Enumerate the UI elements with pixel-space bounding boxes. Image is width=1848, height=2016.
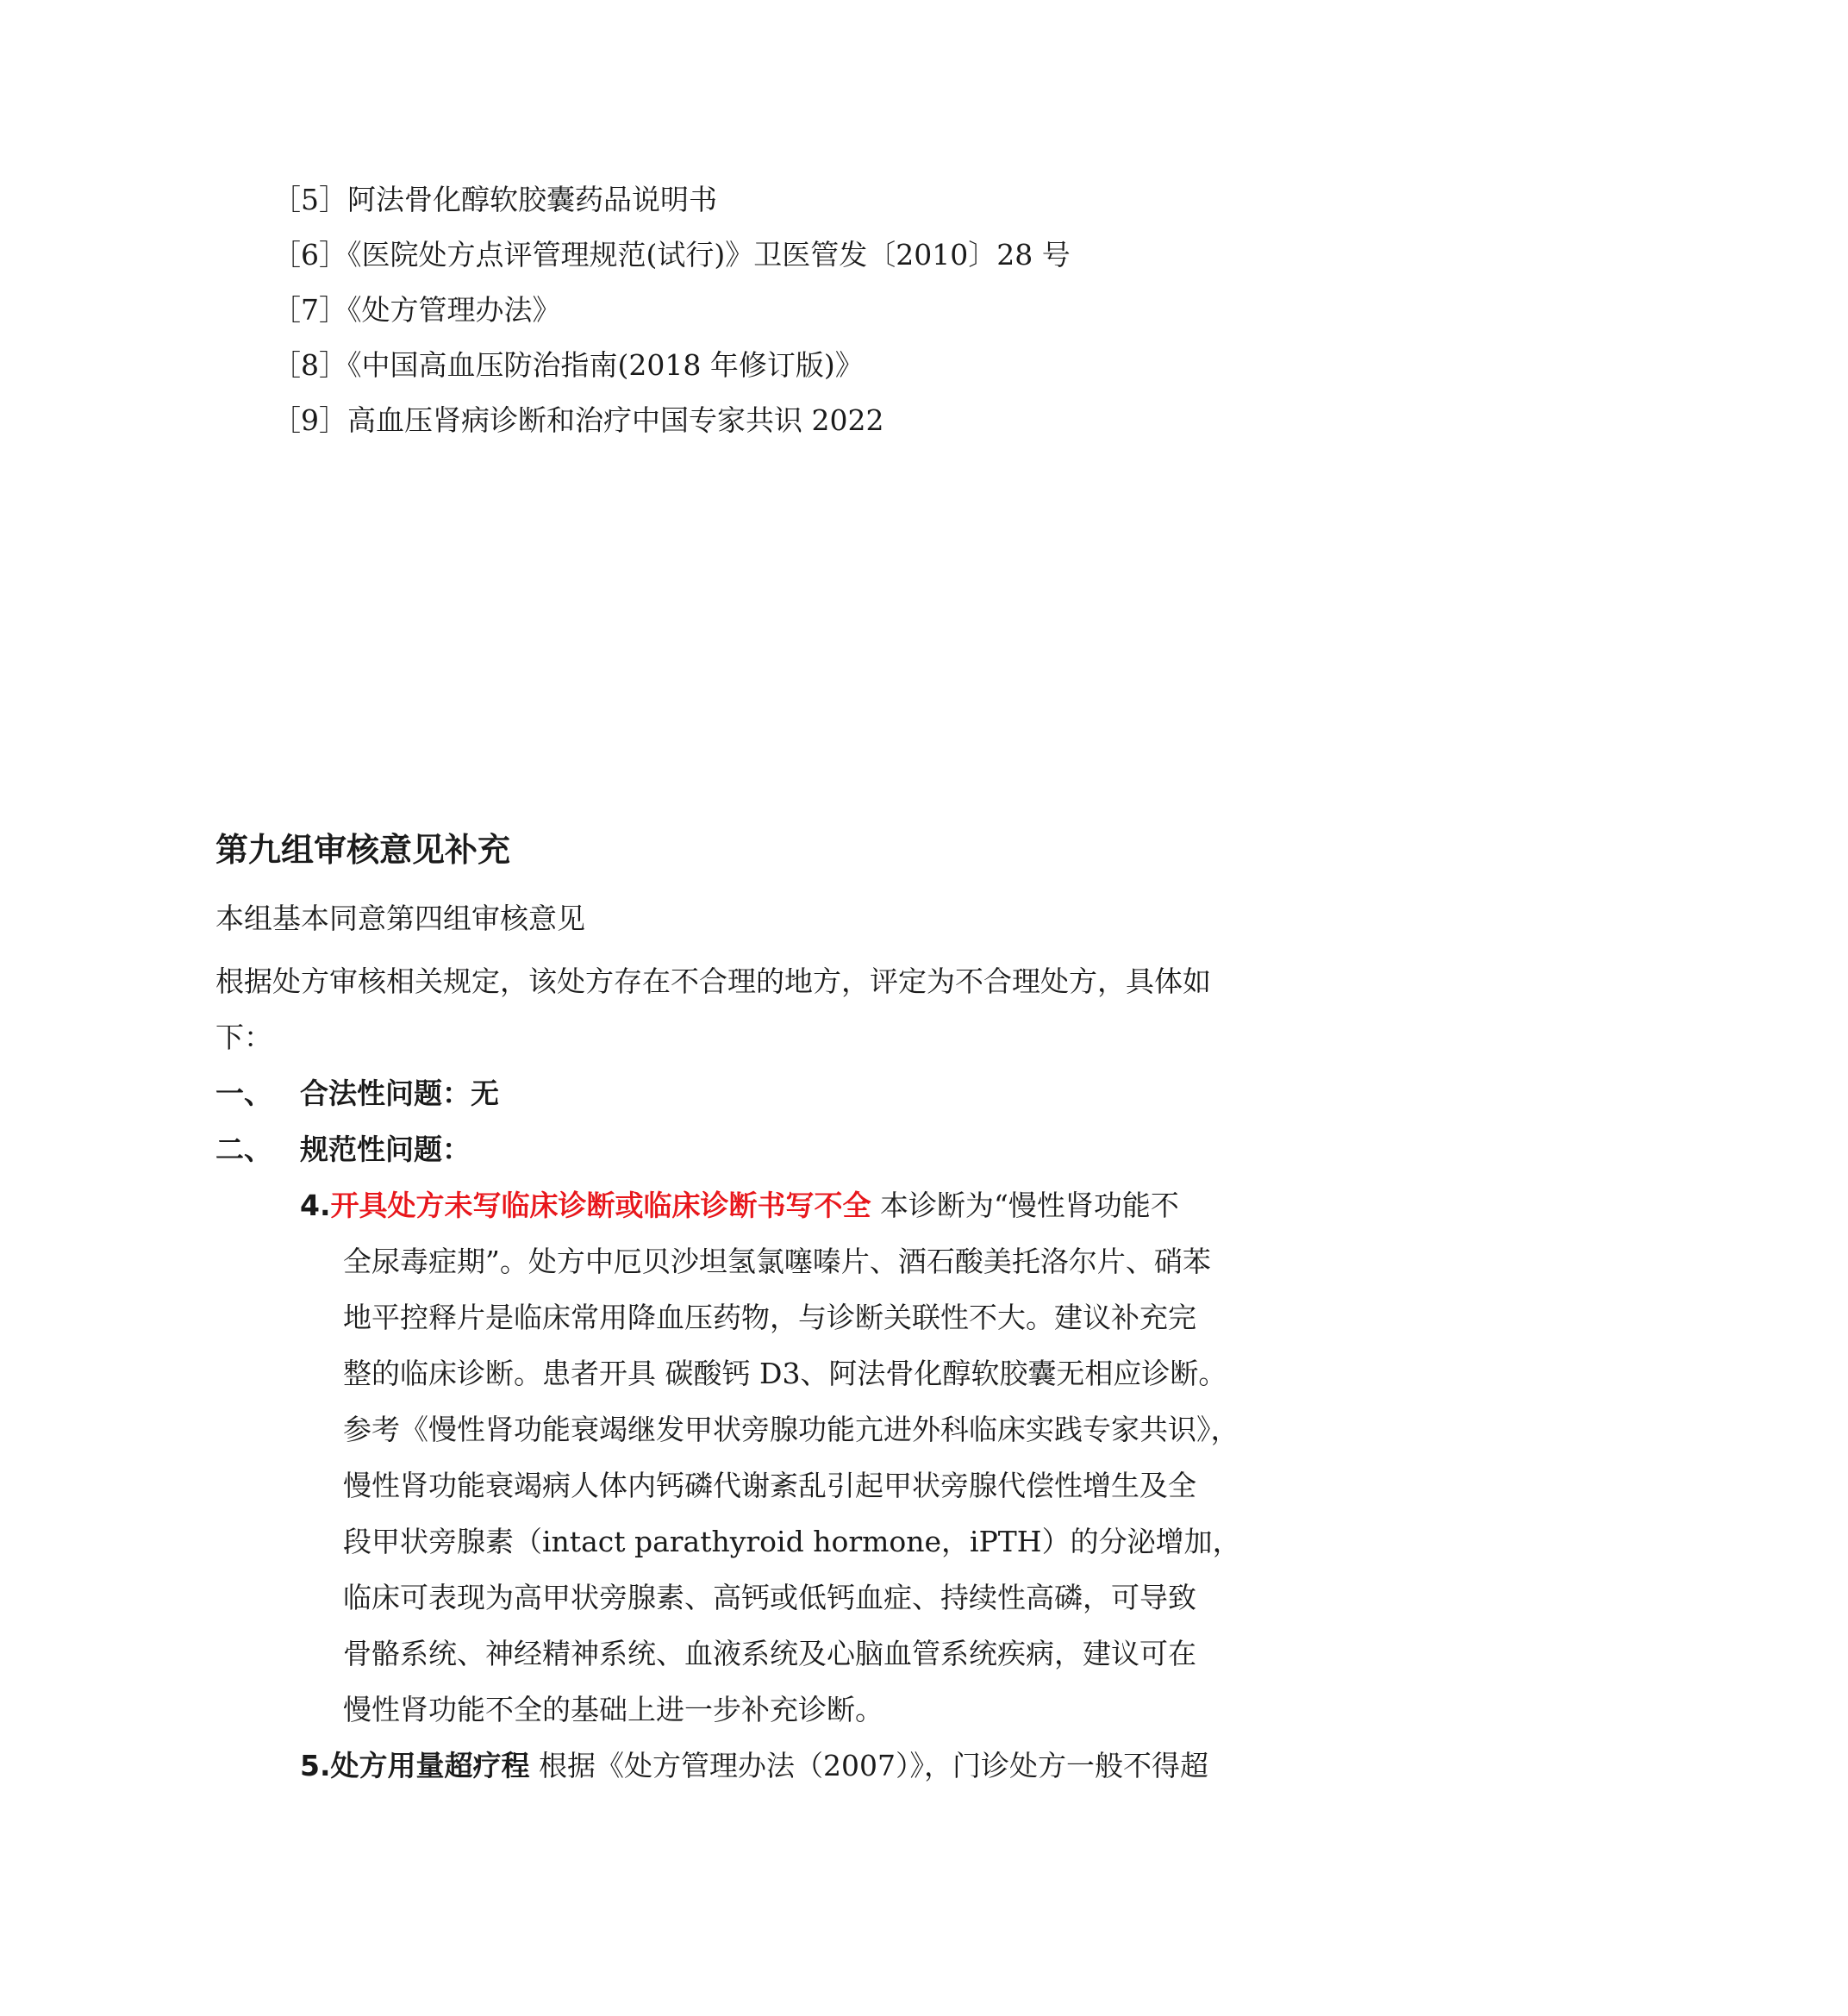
paragraph-intro: 根据处方审核相关规定，该处方存在不合理的地方，评定为不合理处方，具体如 <box>215 964 1211 998</box>
issue-text-line: 全尿毒症期”。处方中厄贝沙坦氢氯噻嗪片、酒石酸美托洛尔片、硝苯 <box>343 1245 1211 1278</box>
issue-text-line: 骨骼系统、神经精神系统、血液系统及心脑血管系统疾病，建议可在 <box>343 1637 1196 1670</box>
issue-text-line: 整的临床诊断。患者开具 碳酸钙 D3、阿法骨化醇软胶囊无相应诊断。 <box>343 1357 1227 1390</box>
issue-text-line: 地平控释片是临床常用降血压药物，与诊断关联性不大。建议补充完 <box>343 1301 1196 1334</box>
paragraph-agreement: 本组基本同意第四组审核意见 <box>215 902 585 935</box>
heading-text: 规范性问题： <box>300 1133 471 1166</box>
heading-number: 一、 <box>215 1077 272 1110</box>
issue-item-4 <box>300 1183 1179 1224</box>
reference-item: ［9］高血压肾病诊断和治疗中国专家共识 2022 <box>272 403 884 437</box>
issue-number: 5. <box>300 1749 331 1782</box>
issue-item-5 <box>300 1744 1208 1784</box>
issue-label-highlight: 开具处方未写临床诊断或临床诊断书写不全 <box>330 1189 871 1222</box>
issue-text-line: 临床可表现为高甲状旁腺素、高钙或低钙血症、持续性高磷，可导致 <box>343 1581 1196 1614</box>
issue-lead-text: 根据《处方管理办法（2007）》，门诊处方一般不得超 <box>529 1749 1208 1782</box>
paragraph-intro-cont: 下： <box>215 1020 272 1054</box>
reference-item: ［6］《医院处方点评管理规范(试行)》卫医管发〔2010〕28 号 <box>272 238 1071 272</box>
reference-item: ［5］阿法骨化醇软胶囊药品说明书 <box>272 183 717 216</box>
issue-text-line: 慢性肾功能不全的基础上进一步补充诊断。 <box>343 1693 883 1726</box>
heading-legality <box>215 1071 499 1112</box>
issue-text-line: 慢性肾功能衰竭病人体内钙磷代谢紊乱引起甲状旁腺代偿性增生及全 <box>343 1469 1196 1502</box>
issue-text-line: 参考《慢性肾功能衰竭继发甲状旁腺功能亢进外科临床实践专家共识》， <box>343 1413 1239 1446</box>
issue-text-line: 段甲状旁腺素（intact parathyroid hormone，iPTH）的分泌增加， <box>343 1525 1241 1558</box>
reference-list <box>272 172 1565 448</box>
issue-lead-text: 本诊断为“慢性肾功能不 <box>871 1189 1179 1222</box>
issue-number: 4. <box>300 1189 331 1222</box>
reference-item: ［8］《中国高血压防治指南(2018 年修订版)》 <box>272 348 864 382</box>
heading-standardization <box>215 1127 471 1168</box>
heading-text: 合法性问题：无 <box>300 1077 499 1110</box>
issue-label: 处方用量超疗程 <box>330 1749 530 1782</box>
reference-item: ［7］《处方管理办法》 <box>272 293 561 327</box>
section-title: 第九组审核意见补充 <box>215 831 511 869</box>
heading-number: 二、 <box>215 1133 272 1166</box>
